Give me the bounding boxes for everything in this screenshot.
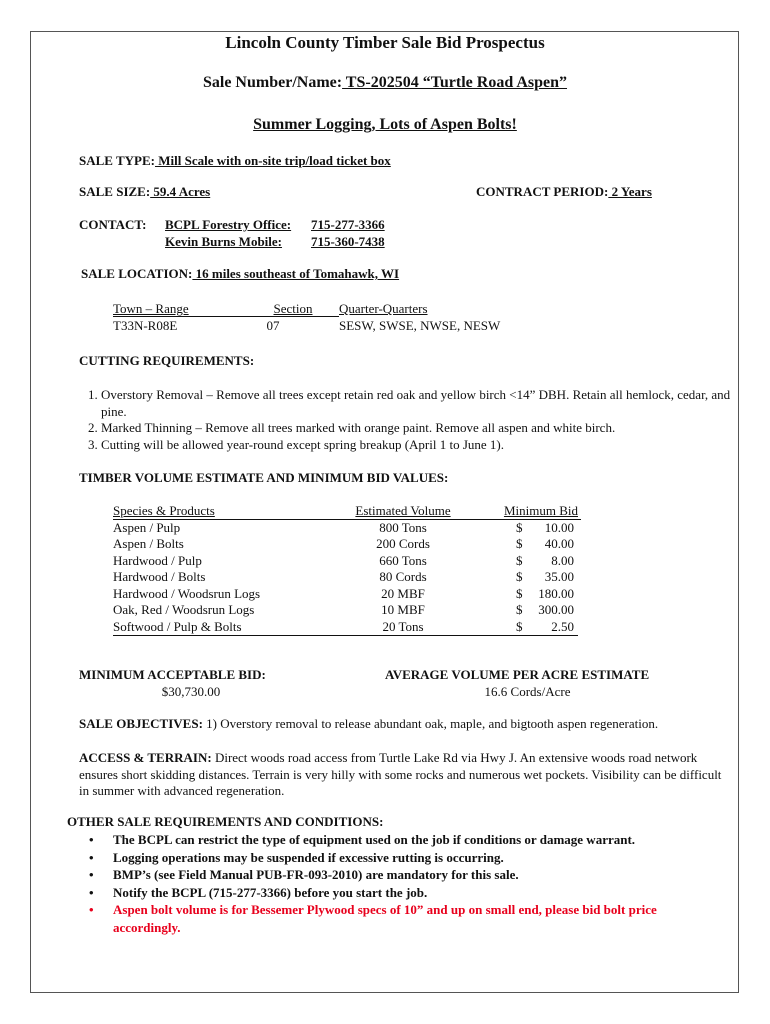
table-row (113, 569, 578, 586)
bid-cell (488, 586, 578, 603)
table-row (113, 602, 578, 619)
condition-text: Notify the BCPL (715-277-3366) before you start the job. (113, 884, 428, 900)
list-item-highlight (89, 901, 709, 936)
sale-objectives (79, 716, 731, 733)
sale-type-label: SALE TYPE: (79, 153, 155, 168)
sale-number-value: TS-202504 “Turtle Road Aspen” (342, 74, 568, 91)
bid-cell (488, 569, 578, 586)
volume-cell: 200 Cords (376, 536, 430, 551)
cutting-heading: CUTTING REQUIREMENTS: (79, 353, 255, 368)
bid-cell (488, 619, 578, 636)
location-header-rule (113, 301, 247, 317)
species-cell: Aspen / Bolts (113, 536, 184, 551)
bid-value: 180.00 (538, 585, 574, 601)
cutting-list (79, 387, 731, 453)
access-text: Direct woods road access from Turtle Lake Rd via Hwy J. An extensive woods road network ensures short skidding distances. Terrain is very hilly with some rocks and numerous wet pockets. Visibility can be difficult in summer with advanced regeneration. (79, 750, 722, 798)
volume-cell: 20 MBF (381, 585, 425, 601)
access-terrain (79, 750, 731, 800)
bid-cell (488, 553, 578, 570)
bullet-icon: • (89, 832, 94, 847)
objectives-text: 1) Overstory removal to release abundant oak, maple, and bigtooth aspen regeneration. (202, 716, 659, 731)
cutting-item: 1. Overstory Removal – Remove all trees except retain red oak and yellow birch <14” DBH. Retain all hemlock, cedar, and pine. (101, 387, 731, 420)
table-row (113, 619, 578, 636)
cutting-item: 2. Marked Thinning – Remove all trees marked with orange paint. Remove all aspen and white birch. (101, 420, 731, 437)
bullet-icon: • (89, 849, 94, 865)
contact-mobile-phone: 715-360-7438 (311, 234, 385, 249)
table-row (113, 536, 578, 553)
bid-value: 40.00 (544, 536, 574, 551)
cutting-item: 3. Cutting will be allowed year-round except spring breakup (April 1 to June 1). (101, 437, 731, 454)
document-title: Lincoln County Timber Sale Bid Prospectus (225, 33, 545, 52)
location-section: 07 (266, 318, 280, 333)
condition-text: The BCPL can restrict the type of equipment used on the job if conditions or damage warrant. (113, 832, 636, 847)
bid-cell (488, 602, 578, 619)
contact-mobile-name: Kevin Burns Mobile: (165, 234, 283, 249)
contact-office-name: BCPL Forestry Office: (165, 217, 292, 232)
volume-cell: 80 Cords (379, 569, 427, 584)
species-cell: Oak, Red / Woodsrun Logs (113, 602, 255, 617)
sale-size-value: 59.4 Acres (150, 184, 211, 199)
volume-cell: 800 Tons (379, 519, 427, 535)
species-cell: Hardwood / Bolts (113, 569, 206, 584)
list-item (89, 831, 709, 849)
bid-cell (488, 520, 578, 537)
avg-volume-value: 16.6 Cords/Acre (484, 684, 571, 699)
avg-volume-label: AVERAGE VOLUME PER ACRE ESTIMATE (385, 667, 650, 682)
access-label: ACCESS & TERRAIN: (79, 750, 212, 765)
conditions-list (79, 831, 709, 936)
bullet-icon: • (89, 867, 94, 882)
bullet-icon: • (89, 884, 94, 900)
volume-header-row (113, 503, 578, 520)
sale-size-line (79, 184, 210, 200)
volume-cell: 10 MBF (381, 602, 425, 617)
currency-symbol: $ (516, 618, 523, 634)
currency-symbol: $ (516, 569, 523, 584)
conditions-heading: OTHER SALE REQUIREMENTS AND CONDITIONS: (67, 814, 384, 829)
sale-number-label: Sale Number/Name: (202, 74, 343, 91)
list-item (89, 866, 709, 884)
table-row (113, 520, 578, 537)
contract-period-label: CONTRACT PERIOD: (476, 184, 609, 199)
location-town-range: T33N-R08E (113, 318, 178, 333)
volume-cell: 660 Tons (379, 552, 427, 568)
bid-cell (488, 536, 578, 553)
sale-location-label: SALE LOCATION: (81, 266, 193, 281)
condition-text: Logging operations may be suspended if excessive rutting is occurring. (113, 849, 504, 865)
volume-table (113, 503, 578, 636)
location-header-qq: Quarter-Quarters (339, 301, 428, 316)
min-bid-value: $30,730.00 (161, 684, 221, 699)
bid-value: 8.00 (551, 552, 574, 568)
species-cell: Hardwood / Woodsrun Logs (113, 585, 261, 601)
condition-text: Aspen bolt volume is for Bessemer Plywood specs of 10” and up on small end, please bid bolt price accordingly. (113, 902, 657, 935)
currency-symbol: $ (516, 602, 523, 617)
objectives-label: SALE OBJECTIVES: (79, 716, 203, 731)
min-bid-label: MINIMUM ACCEPTABLE BID: (79, 667, 266, 682)
condition-text: BMP’s (see Field Manual PUB-FR-093-2010) are mandatory for this sale. (113, 867, 519, 882)
contact-label: CONTACT: (79, 217, 147, 232)
contract-period-line (476, 184, 652, 200)
location-header-town: Town – Range (113, 301, 189, 316)
bid-value: 10.00 (544, 519, 574, 535)
volume-cell: 20 Tons (318, 619, 488, 636)
location-qq: SESW, SWSE, NWSE, NESW (339, 318, 501, 333)
sale-number-line (0, 74, 770, 92)
volume-header-species: Species & Products (113, 503, 215, 518)
species-cell: Aspen / Pulp (113, 519, 181, 535)
volume-header-bid: Minimum Bid (503, 503, 578, 518)
list-item (89, 849, 709, 867)
volume-header-volume: Estimated Volume (355, 503, 451, 518)
species-cell: Hardwood / Pulp (113, 552, 202, 568)
bid-value: 2.50 (551, 618, 574, 634)
sale-location-line (81, 266, 399, 282)
bullet-icon: • (89, 902, 94, 917)
volume-heading: TIMBER VOLUME ESTIMATE AND MINIMUM BID VALUES: (79, 470, 449, 485)
sale-size-label: SALE SIZE: (79, 184, 151, 199)
sale-type-line (79, 153, 391, 169)
location-header-rule-2 (247, 301, 339, 317)
currency-symbol: $ (516, 519, 523, 535)
volume-header-rule (113, 519, 581, 520)
species-cell: Softwood / Pulp & Bolts (113, 619, 318, 636)
currency-symbol: $ (516, 536, 523, 551)
location-header-section: Section (273, 301, 313, 316)
contact-office-phone: 715-277-3366 (311, 217, 385, 232)
currency-symbol: $ (516, 585, 523, 601)
sale-type-value: Mill Scale with on-site trip/load ticket box (154, 153, 391, 168)
sale-tagline: Summer Logging, Lots of Aspen Bolts! (253, 116, 517, 133)
sale-location-value: 16 miles southeast of Tomahawk, WI (192, 266, 400, 281)
currency-symbol: $ (516, 552, 523, 568)
list-item (89, 884, 709, 902)
table-row (113, 586, 578, 603)
bid-value: 300.00 (538, 602, 574, 617)
bid-value: 35.00 (544, 569, 574, 584)
contract-period-value: 2 Years (608, 184, 652, 199)
table-row (113, 553, 578, 570)
